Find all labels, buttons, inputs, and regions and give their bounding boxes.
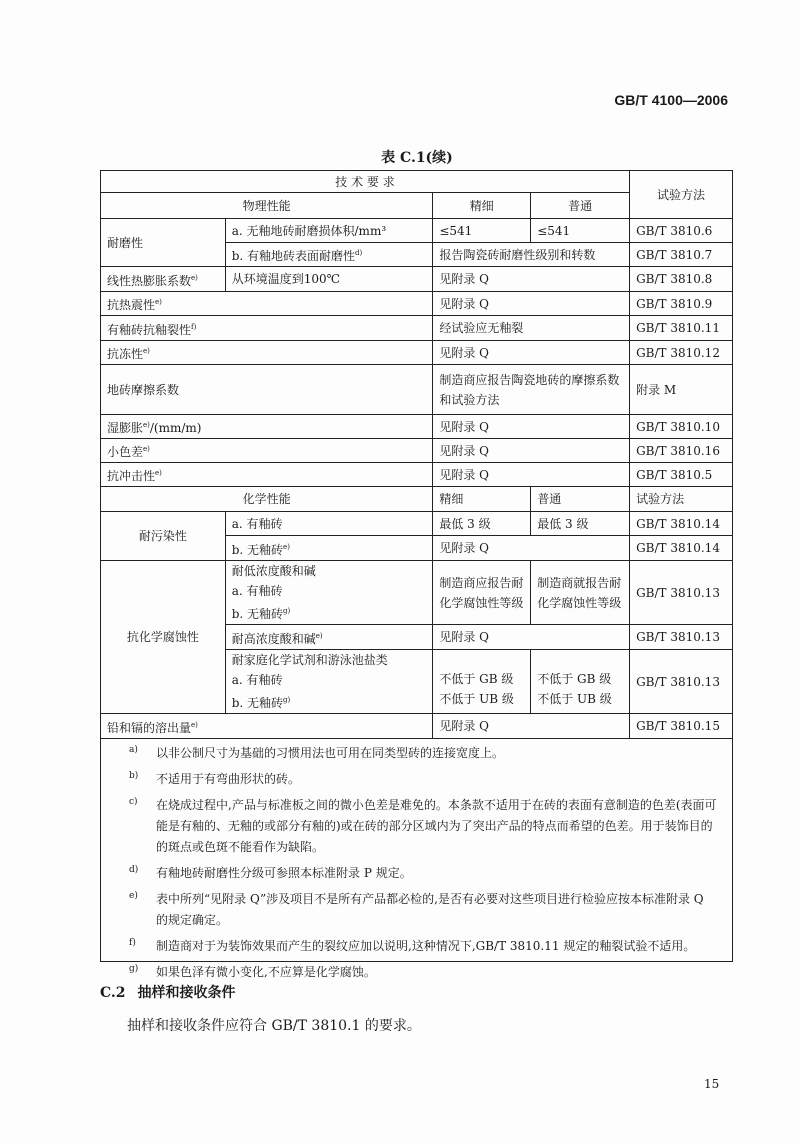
footnote-ref: f) — [191, 322, 197, 331]
cell: GB/T 3810.13 — [630, 625, 733, 650]
footnote-text: 在烧成过程中,产品与标准板之间的微小色差是难免的。本条款不适用于在砖的表面有意制造的色差(表面可能是有釉的、无釉的或部分有釉的)或在砖的部分区域内为了突出产品的特点而希望的色差。用于装饰目的的斑点或色斑不能看作为缺陷。 — [156, 798, 717, 854]
header-physical: 物理性能 — [101, 193, 433, 219]
table-row — [101, 463, 733, 487]
cell: GB/T 3810.14 — [630, 512, 733, 536]
footnote — [101, 936, 732, 957]
cell: 见附录 Q — [433, 625, 630, 650]
cell: GB/T 3810.6 — [630, 219, 733, 243]
cell: GB/T 3810.9 — [630, 292, 733, 316]
cell: 制造商就报告耐化学腐蚀性等级 — [531, 561, 630, 625]
header-fine: 精细 — [433, 193, 531, 219]
cell: GB/T 3810.15 — [630, 714, 733, 739]
requirements-table — [100, 170, 733, 739]
table-title: 表 C.1(续) — [381, 150, 453, 166]
table-row — [101, 219, 733, 243]
footnote-ref: e) — [143, 445, 150, 453]
cell: 制造商应报告陶瓷地砖的摩擦系数和试验方法 — [433, 365, 630, 415]
section-title: 抽样和接收条件 — [137, 985, 236, 1001]
cell: GB/T 3810.11 — [630, 316, 733, 341]
table-row — [101, 365, 733, 415]
label: 抗热震性 — [107, 298, 156, 312]
footnote-ref: g) — [283, 696, 291, 704]
label: 抗冲击性 — [107, 469, 156, 483]
label: b. 无釉砖 — [231, 607, 284, 621]
label: 抗冻性 — [107, 347, 144, 361]
cell: 见附录 Q — [433, 341, 630, 365]
cell — [101, 341, 433, 365]
footnote-key: a) — [129, 745, 138, 755]
footnote-ref: e) — [155, 469, 162, 477]
footnote — [101, 769, 732, 790]
footnote-text: 制造商对于为装饰效果而产生的裂纹应加以说明,这种情况下,GB/T 3810.11 规定的釉裂试验不适用。 — [156, 939, 696, 953]
label: 耐低浓度酸和碱 — [231, 564, 316, 578]
cell: 见附录 Q — [433, 292, 630, 316]
label: 不低于 GB 级 — [537, 671, 612, 686]
footnote-ref: e) — [143, 421, 150, 429]
cell: GB/T 3810.12 — [630, 341, 733, 365]
cell — [101, 463, 433, 487]
footnote-text: 以非公制尺寸为基础的习惯用法也可用在同类型砖的连接宽度上。 — [156, 746, 505, 760]
cell: a. 有釉砖 — [225, 512, 433, 536]
header-tech-req: 技 术 要 求 — [101, 171, 630, 193]
cell — [433, 650, 531, 714]
footnote-key: g) — [129, 964, 139, 974]
cell — [225, 650, 433, 714]
cell: 耐污染性 — [101, 512, 226, 561]
header-test-method: 试验方法 — [630, 487, 733, 512]
footnote-text: 不适用于有弯曲形状的砖。 — [156, 772, 301, 786]
footnote-ref: g) — [283, 607, 291, 615]
cell: 见附录 Q — [433, 463, 630, 487]
cell: 最低 3 级 — [531, 512, 630, 536]
cell: GB/T 3810.10 — [630, 415, 733, 439]
cell: 最低 3 级 — [433, 512, 531, 536]
table-row — [101, 415, 733, 439]
cell: 见附录 Q — [433, 415, 630, 439]
label: 小色差 — [107, 445, 144, 459]
cell — [225, 561, 433, 625]
footnote — [101, 889, 732, 931]
footnote-key: d) — [129, 865, 139, 875]
footnote-text: 如果色泽有微小变化,不应算是化学腐蚀。 — [156, 965, 376, 979]
label: 湿膨胀 — [107, 421, 144, 435]
footnote-ref: e) — [315, 631, 323, 640]
standard-number: GB/T 4100—2006 — [614, 92, 728, 108]
footnote — [101, 863, 732, 884]
label: 不低于 GB 级 — [439, 671, 514, 686]
footnote-ref: e) — [191, 273, 198, 282]
cell: 见附录 Q — [433, 267, 630, 292]
table-row — [101, 292, 733, 316]
cell: 制造商应报告耐化学腐蚀性等级 — [433, 561, 531, 625]
table-row — [101, 267, 733, 292]
footnote-key: f) — [129, 938, 136, 948]
footnote — [101, 743, 732, 764]
label: b. 无釉砖 — [231, 542, 284, 557]
header-chemical: 化学性能 — [101, 487, 433, 512]
footnote-ref: d) — [355, 249, 363, 257]
cell: 报告陶瓷砖耐磨性级别和转数 — [433, 243, 630, 267]
label: a. 有釉砖 — [231, 584, 283, 598]
table-row — [101, 561, 733, 625]
cell: GB/T 3810.16 — [630, 439, 733, 463]
cell: 见附录 Q — [433, 439, 630, 463]
page-number: 15 — [704, 1077, 720, 1091]
cell — [531, 650, 630, 714]
cell: 经试验应无釉裂 — [433, 316, 630, 341]
footnote-ref: e) — [143, 347, 150, 355]
label: 铅和镉的溶出量 — [107, 720, 192, 735]
footnote — [101, 795, 732, 858]
cell: GB/T 3810.7 — [630, 243, 733, 267]
cell: GB/T 3810.5 — [630, 463, 733, 487]
label: 耐高浓度酸和碱 — [231, 631, 316, 646]
footnote-key: c) — [129, 797, 138, 807]
cell: 抗化学腐蚀性 — [101, 561, 226, 714]
cell — [101, 316, 433, 341]
cell: GB/T 3810.8 — [630, 267, 733, 292]
label: 耐家庭化学试剂和游泳池盐类 — [231, 653, 388, 667]
label: 不低于 UB 级 — [537, 691, 612, 706]
cell: 地砖摩擦系数 — [101, 365, 433, 415]
cell — [225, 536, 433, 561]
footnote-text: 有釉地砖耐磨性分级可参照本标准附录 P 规定。 — [156, 866, 412, 880]
cell: 见附录 Q — [433, 714, 630, 739]
label: b. 无釉砖 — [231, 696, 284, 710]
cell: a. 无釉地砖耐磨损体积/mm³ — [225, 219, 433, 243]
cell: 附录 M — [630, 365, 733, 415]
label: 不低于 UB 级 — [439, 691, 514, 706]
footnote-ref: e) — [283, 542, 290, 551]
table-row — [101, 341, 733, 365]
cell — [101, 292, 433, 316]
cell: 见附录 Q — [433, 536, 630, 561]
table-row — [101, 316, 733, 341]
label: b. 有釉地砖表面耐磨性 — [231, 249, 356, 263]
cell — [225, 243, 433, 267]
cell — [101, 415, 433, 439]
footnote-ref: e) — [155, 298, 162, 306]
footnote-text: 表中所列“见附录 Q”涉及项目不是所有产品都必检的,是否有必要对这些项目进行检验应按本标准附录 Q 的规定确定。 — [156, 892, 704, 927]
unit: /(mm/m) — [149, 421, 202, 435]
section-heading — [100, 982, 236, 1002]
cell: 耐磨性 — [101, 219, 226, 267]
label: 线性热膨胀系数 — [107, 273, 192, 288]
footnotes-box — [100, 731, 733, 979]
section-paragraph: 抽样和接收条件应符合 GB/T 3810.1 的要求。 — [127, 1018, 421, 1034]
header-test-method: 试验方法 — [630, 171, 733, 219]
label: a. 有釉砖 — [231, 673, 283, 687]
header-normal: 普通 — [531, 193, 630, 219]
footnote — [101, 962, 732, 983]
cell — [225, 625, 433, 650]
cell: ≤541 — [433, 219, 531, 243]
table-row — [101, 487, 733, 512]
header-fine: 精细 — [433, 487, 531, 512]
label: 有釉砖抗釉裂性 — [107, 322, 192, 337]
cell: ≤541 — [531, 219, 630, 243]
cell — [101, 439, 433, 463]
section-number: C.2 — [100, 985, 126, 1001]
cell: GB/T 3810.14 — [630, 536, 733, 561]
cell: GB/T 3810.13 — [630, 650, 733, 714]
footnote-ref: e) — [191, 720, 198, 729]
footnote-key: b) — [129, 771, 139, 781]
cell: 从环境温度到100℃ — [225, 267, 433, 292]
table-row — [101, 439, 733, 463]
footnote-key: e) — [129, 891, 138, 901]
cell — [101, 267, 226, 292]
header-normal: 普通 — [531, 487, 630, 512]
cell: GB/T 3810.13 — [630, 561, 733, 625]
table-row — [101, 512, 733, 536]
